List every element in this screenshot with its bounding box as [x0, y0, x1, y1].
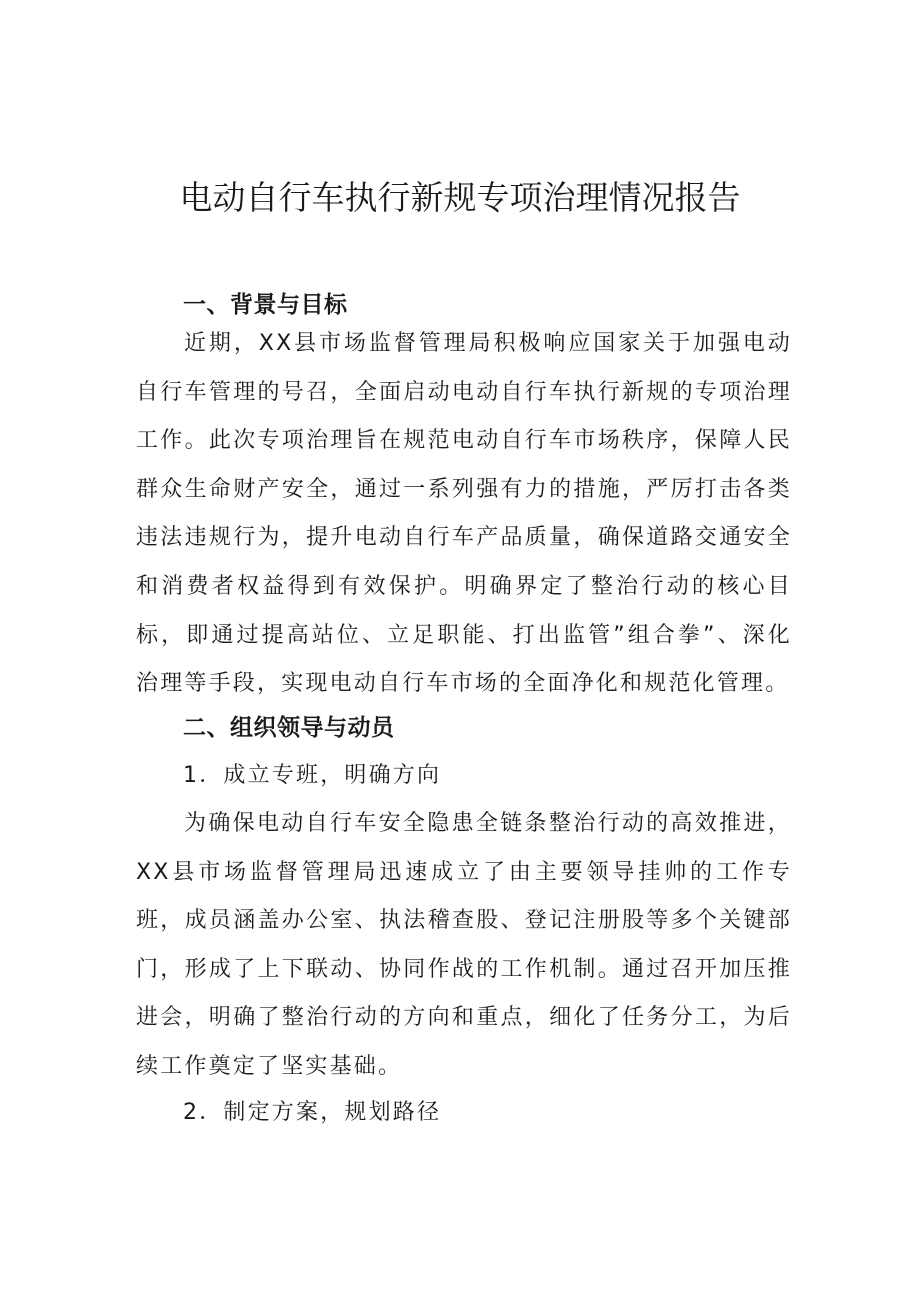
subsection-title-plan: 2．制定方案，规划路径	[183, 1100, 442, 1125]
section-heading-organization: 二、组织领导与动员	[183, 715, 395, 741]
section-heading-background: 一、背景与目标	[183, 292, 348, 318]
subsection-paragraph-team: 为确保电动自行车安全隐患全链条整治行动的高效推进，XX县市场监督管理局迅速成立了由主要领导挂帅的工作专班，成员涵盖办公室、执法稽查股、登记注册股等多个关键部门，形成了上下联动、协同作战的工作机制。通过召开加压推进会，明确了整治行动的方向和重点，细化了任务分工，为后续工作奠定了坚实基础。	[136, 811, 792, 1079]
subsection-title-team: 1．成立专班，明确方向	[183, 763, 442, 788]
section-paragraph-background: 近期，XX县市场监督管理局积极响应国家关于加强电动自行车管理的号召，全面启动电动自行车执行新规的专项治理工作。此次专项治理旨在规范电动自行车市场秩序，保障人民群众生命财产安全，通过一系列强有力的措施，严厉打击各类违法违规行为，提升电动自行车产品质量，确保道路交通安全和消费者权益得到有效保护。明确界定了整治行动的核心目标，即通过提高站位、立足职能、打出监管”组合拳”、深化治理等手段，实现电动自行车市场的全面净化和规范化管理。	[136, 331, 792, 697]
document-title: 电动自行车执行新规专项治理情况报告	[179, 178, 741, 217]
